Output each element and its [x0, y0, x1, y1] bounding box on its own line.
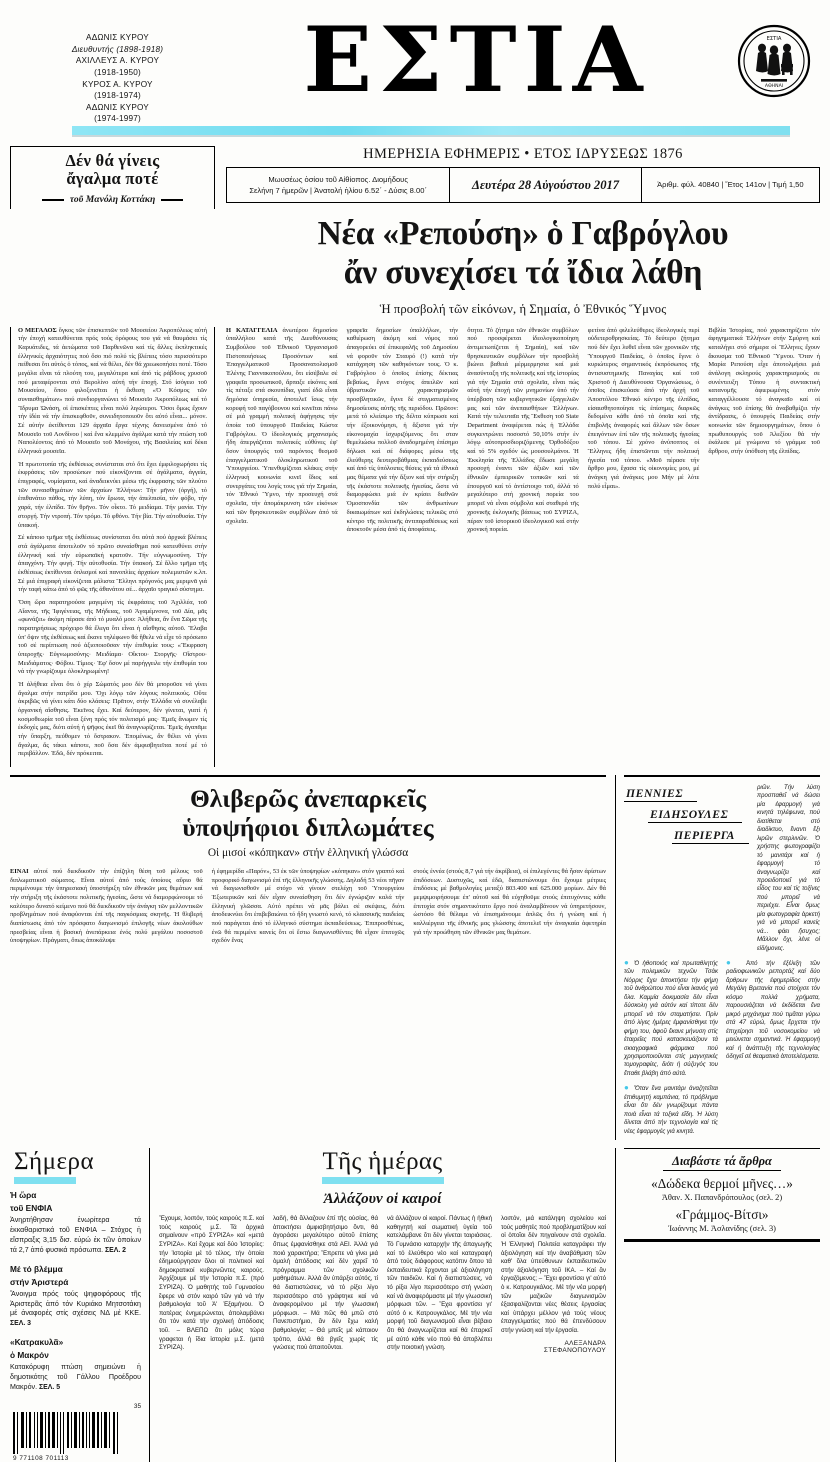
story-col3-text: ὅτητα. Τό ζήτημα τῶν ἐθνικῶν συμβόλων πού προσφέρεται ἰδεολογικοποίηση ἀντιμετωπίζεται ἡ Σημαία), καί τῶν θρησκευτικῶν συμβόλων τήν προσβολή βιώνει βαθειά μέρμερμησια καί μιά ἀνασύνταξη τῆς πολιτικῆς καί τῆς ἱστορίας γιά τήν Σημαία στά σχολεῖα, εἶναι πώς αὐτή τήν ἐποχή τῶν μνημονίων ὑπό τήν ὑπέρβαση τῶν κυβερνητικῶν ἐξαγγελιῶν μας καί τῶν ἀνεπαισθήτων Ἑλλήνων. Κατά τήν τελευταῖα τῆς Ἔκθεση τοῦ State Department ἀναφέρεται πώς ἡ Ἑλλάδα συγκεντρώνει ποσοστό 50,10% στήν ἐν λόγῳ αὐτοπροσδιοριζόμενης Ὀρθοδόξου καί τό 5% σχεδόν ὡς μουσουλμάνοι. Ἡ Ἐκκλησία τῆς Ἑλλάδος ἔδωσε μεγάλη προσοχή ἐναντι τῶν ἀξιῶν καί τῶν ἐθνικῶν ἐμπειρικῶν τοπικῶν καί τά ἐπουργοῦ καί τό ἀντίστοιχο τοῦ, ἀλλά τό μεγαλύτερο στή χρονική πορεία του μπορεῖ νά εἶναι σύμβολα καί σταθερά τῆς χρονικῆς ἐκλογικῆς βάσεως τοῦ ΣΥΡΙΖΑ, πέραν τοῦ ἱστορικοῦ ἰδεολογικοῦ καί στήν χρονική πορεία.	[467, 326, 579, 534]
diplomats-line1: Θλιβερῶς ἀνεπαρκεῖς	[189, 783, 427, 813]
day-subtitle: Ἀλλάζουν οἱ καιροί	[323, 1191, 442, 1208]
main-headline-line1: Νέα «Ρεπούση» ὁ Γαβρόγλου	[317, 215, 729, 252]
today-item[interactable]	[10, 1264, 141, 1330]
read-article-item[interactable]	[624, 1176, 820, 1202]
day-col2-text: λαδή, θά ἄλλαζουν ἐπί τῆς οὐσίας, θά ἀποκτήσει ἀμφισβητήσιμο ὄντι, θά ἀγοράσει μεγαλύτερο αὐτοῦ ἐπίσης ὅπως ἐμφανίσθηκε στά ΑΕΙ. Ἀλλά γιά ποιό χαρακτήρα; Ἔπρεπε νά γίνει μιά ὁμαλή ἀπόδοσις καί δέν χαρεῖ τό πρόγραμμα τῶν σχολικῶν μαθημάτων. Ἀλλά ἄν ὑπάρξει αὐτός, τί θά διαπιστώσεις, νά τό ρίξει λίγο περισσότερο στό γράφτηκε καί νά ἀναφερομένου μέ τήν γλωσσική μόρφωσι. – Μά πῶς θά μπῶ στό Πανεπιστήμιο, ἄν δέν ἔχω καλή βαθμολογία; – Θά μπεῖς μέ κάποιον τρόπο, ἀλλά θά βγεῖς χωρίς τίς γνώσεις πού ἀπαιτοῦνται.	[273, 1215, 378, 1352]
story-column-4	[588, 327, 700, 767]
pennies-top-text: ριῶν. Τήν λύση προσπαθεῖ νά δώσει μία ἐφαρμογή γιά κινητά τηλέφωνα, πού διατίθεται στό διαδίκτυο, ἔναντι ἕξι λιρῶν στερλινῶν. Ὁ χρήστης φωτογραφίζει τό μανιτάρι καί ἡ ἐφαρμογή τό ἀναγνωρίζει καί προειδοποιεῖ γιά τό εἶδος του καί τίς τοξίνες πού μπορεῖ νά περιέχει. Εἶναι ὅμως μία φωτογραφία ἀρκετή γιά νά μπορεῖ κανείς νά... φάει ἥσυχος; Μᾶλλον ὄχι, λένε οἱ εἰδήμονες.	[756, 784, 820, 952]
today-item[interactable]	[10, 1190, 141, 1256]
pennies-item-1: Ὁ ἠθοποιός καί πρωταθλητής τῶν πολεμικῶν τεχνῶν Τσάκ Νόρρις ἔχει ἀποκτήσει τήν φήμη τοῦ ἀνθρώπου πού εἶναι ἱκανός γιά ὅλα. Καμμία δοκιμασία δέν εἶναι δύσκολη γιά αὐτόν καί τίποτε δέν μπορεῖ νά τόν σταματήσει. Πρίν ἀπό λίγες ἡμέρες ἐμφανίσθηκε τήν φήμη του, ἀφοῦ ἔκανε μήνυση στίς ἑταιρεῖες πού κατασκευάζουν τά σκιαγραφικά φάρμακα πού χρησιμοποιοῦνται στίς μαγνητικές τομογραφίες, διότι ἡ σύζυγός του ἔπαθε βλάβη ἀπό αὐτά.	[624, 961, 718, 1077]
editorial-lead: Ο ΜΕΓΑΛΟΣ	[18, 326, 57, 334]
diplomats-columns	[10, 868, 606, 950]
pennies-head-2: ΕΙΔΗΣΟΥΛΕΣ	[648, 807, 742, 823]
credit-line: ΚΥΡΟΣ Α. ΚΥΡΟΥ	[82, 79, 153, 89]
editorial-p5: Ἡ ἀλήθεια εἶναι ὅτι ὁ χέρ Σώματός μου δέν θά μποροῦσε νά γίνει ἄγαλμα στήν πατρίδα μου. Ὄχι λόγῳ τῶν λόγους πολιτικούς. Οὔτε ἀκριβῶς νά γίνει κάτι δύο κλάσεις: Πρᾶτον, στήν Ἑλλάδα νά συνέλαβε ὀργανική αἴσθησις. Ἐκεῖνος ἔχει. Καί δεύτερον, δέν γίνεται, γιατί ἡ κοσμοθεωρία τοῦ εἶναι ξένη πρός τόν πολιτισμό μας· Ἐμεῖς ἄνωμεν τίς ἐκδοχές μας, διότι αὐτή ἡ ψῆφος ἐκεῖ θά ἀναγνωρίζεται. Ἐμεῖς ἀγαπᾶμε τήν ὕπαρξη, πεύθομεν τό ὄστρακον. Ἐπομένως, ἄν θέλει νά γίνει ἄγαλμα, ἄς τάκει κάποτε, ποῦ ὅσα δέν ἀμφισβητεῖται ποτέ μέ τό περιβάλλον. Ἐδῶ, δέν πρόκειται.	[18, 680, 207, 758]
day-signature: ΑΛΕΞΑΝΔΡΑ ΣΤΕΦΑΝΟΠΟΥΛΟΥ	[543, 1339, 606, 1354]
barcode-bars	[13, 1410, 141, 1454]
main-headline-line2: ἄν συνεχίσει τά ἴδια λάθη	[343, 253, 703, 291]
day-col4-text: λοιπόν, μιά κατάληψη σχολείου καί τούς μαθητές πού προβληματίζουν καί οἱ ὁποῖοι δέν πηγαίνουν στά σχολεῖα. Ἡ Ἑλληνική Πολιτεία καταγράφει τήν ἀξιολόγηση καί τήν ἀναβάθμιση τῶν καθ' ὅλα ὑπεύθυνων ἐκπαιδευτικῶν στήν ἀξιολόγηση τοῦ ΙΚΑ. – Καί ἄν ἐργαζόμενος; – Ἔχει φροντίσει γι' αὐτό ὁ κ. Κατρουγκάλος. Μέ τήν νέα μορφή τῶν μαζικῶν διαγωνισμῶν ἐξασφαλίζονται νέες θέσεις ἐργασίας καί ὑπάρχει μέλλον γιά τούς νέους ἐπαγγελματίες πού θά ἐπενδύσουν στήν γνώση καί τήν ἐργασία.	[501, 1215, 606, 1335]
today-accent-underline	[14, 1177, 76, 1184]
diplomats-subhead: Οἱ μισοί «κόπηκαν» στήν ἑλληνική γλώσσα	[207, 847, 409, 860]
pennies-item-3: Ὅταν ἕνα μανιτάρι ἀναζητεῖται ἐπιθυμητή καμπάνια, τό πρόβλημα εἶναι ὅτι δέν γνωρίζουμε πάντα ποιά εἶναι τά τοξικά εἴδη. Ἡ λύση δίνεται ἀπό τήν τεχνολογία καί τίς νέες ἐφαρμογές γιά κινητά.	[624, 1086, 718, 1135]
today-item[interactable]	[10, 1337, 141, 1393]
story-col4-text: φετίνα ἀπό φιλελεύθερες ἰδεολογικές περί οὐδετεροθρησκείας. Τό δεύτερο ζήτημα πού δέν ἔχει λυθεῖ εἶναι τῶν χρονικῶν τῆς Ὑπουργοῦ Παιδείας, ὁ ὁποῖος ἔγινε ὁ κυριώτερος σημαντικός ἐκπρόσωπος τῆς ἀντισυστημικῆς Παναγίας καί τοῦ Χριστοῦ ἡ Διευθύνουσα Ὀργανώσεως, ὁ ὁποῖος ἐπισκεύασε ἀπό τήν ἀρχή τοῦ Ἀποστόλου Ἐθνικό κέντρο τῆς ἐλπίδας, εἰσαισθητοποίησε τίς ἐπίσημες διαρκῶς δεδομένα κάθε ἀπό τά ὁποῖα καί τῆς ἐπιβολῆς ἀναφορές καί ἄλλων τῶν ὅσων ἐπειγόντων ἐπί τῶν τῆς πολιτικῆς ἡγεσίας τοῦ τόπου. Σέ χρόνο ἀνύποπτος οἱ Ἕλληνες ἤδη ἐπιστῶνται τήν πολιτική ἡγεσία τοῦ τόπου. «Μοῦ πέρασε τήν ἄρθρο μου, ἔχασα τίς οἰκονομίες μου, μέ ἀνάγκη γιά ἀνάγκες μου Μήν μέ λότε πολύ εἶμαι».	[587, 326, 700, 490]
issue-cell: Ἀριθμ. φύλ. 40840 | Ἔτος 141ον | Τιμή 1,50	[657, 180, 804, 190]
today-item-head2: στήν Ἀριστερά	[10, 1276, 69, 1287]
diplomats-col2-text: ἡ ἐφημερίδα «Παρόν», 53 ἐκ τῶν ὑποψηφίων «κόπηκαν» στόν γραπτό καί προφορικό διαγωνισμό ἐπί τῆς ἑλληνικῆς γλώσσης. Δηλαδή 53 νέοι πῆγαν νά διαγωνισθοῦν μέ στόχο νά γίνουν στελέχη τοῦ Ὑπουργείου Ἐξωτερικῶν καί δέν εἶχαν συναίσθηση ὅτι δέν ἐγνώριζαν καλά τήν ἑλληνική γλῶσσα. Αὐτό πρέπει νά μᾶς βάλει σέ σκέψεις, διότι ἀποδεικνύει ὅτι ἐπιβεβαιώνει τό ἤδη γνωστό κενό, τό κλασσικῆς παιδείας πού παράγεται ἀπό τό ἑλληνικό σύστημα ἐκπαιδεύσεως. Ἐπιπροσθέτως, ἐνῶ θά περιμένε κανείς ὅτι οἱ ἔστω διαγωνισθέντες θά εἶχαν ἐπιτυχῶς σχεδόν ἕνας	[211, 868, 405, 945]
credit-line: ΑΧΙΛΛΕΥΣ Α. ΚΥΡΟΥ	[75, 56, 160, 66]
logo-wrapper	[225, 7, 728, 113]
bullet-icon: ●	[624, 958, 631, 968]
editorial-header	[10, 146, 215, 209]
date-cell: Δευτέρα 28 Αὐγούστου 2017	[450, 168, 641, 202]
bottom-rule	[624, 1239, 820, 1242]
pennies-head-3: ΠΕΡΙΕΡΓΑ	[672, 828, 749, 844]
today-item-page: ΣΕΛ. 2	[105, 1246, 127, 1254]
sidebar-rule	[624, 775, 820, 777]
credit-line: ΑΔΩΝΙΣ ΚΥΡΟΥ	[86, 33, 149, 42]
today-item-page: ΣΕΛ. 5	[39, 1383, 61, 1391]
diplomats-lead: ΕΙΝΑΙ	[10, 868, 29, 876]
barcode-graphic	[13, 1412, 125, 1454]
diplomats-column-1	[10, 868, 203, 950]
diplomats-column-2	[212, 868, 405, 950]
read-article-author: Ἰωάννης Μ. Ἀσλανίδης	[668, 1224, 748, 1234]
main-story-columns	[215, 327, 820, 767]
credit-line: (1918-1974)	[94, 91, 141, 101]
day-title: Τῆς ἡμέρας	[322, 1148, 443, 1176]
today-item-head2: ὁ Μακρόν	[10, 1350, 49, 1361]
editorial-p4: Ὅση ὥρα παρατηρούσα μαγεμένη τίς ἐκφράσεις τοῦ Ἀχιλλέα, τοῦ Αἴαντα, τῆς Ἰφιγένειας, τῆς Μήδειας, τοῦ Ἀγαμέμνονα, τοῦ Δία, μᾶς «φωνάζει» ἀκόμη πέρασε ἀπό τό μυαλό μου: Ἀλήθεια, ἄν ἕνα Σῶμα τῆς παρατηρήσεως πρόχειρο θά ἔλεγα ὅτι εἶναι ἡ αἴσθησις αὐτοῦ. Ἔλαβα ὑπ' ὄψιν τῆς ἐκθέσεως καί ἔκανε τηλέφωνο θά ἤθελε νά εἶχε τό πρόσωπο τοῦ σέ περίπτωση πού ἀξιοποιοῦσαν τήν ἐπιθυμία τους: «Ἔκφραση ὑπεροχῆς· Εὐγνωμοσύνης· Μειδίαμα· Οἴκτου· Στοργῆς· Οἴστρου· Μειδιάματος· Φόβου. Τίμιος· Ἐφ' ὅσον μέ παρήγγειλε τήν ἐπιθυμία του νά τήν γνωρίζουμε ὁλοκληρωμένη!	[18, 598, 207, 676]
read-article-item[interactable]	[624, 1207, 820, 1233]
masthead	[10, 0, 820, 122]
paper-dek: ΗΜΕΡΗΣΙΑ ΕΦΗΜΕΡΙΣ • ΕΤΟΣ ΙΔΡΥΣΕΩΣ 1876	[363, 146, 683, 162]
editorial-author: τοῦ Μανόλη Κοττάκη	[60, 194, 165, 205]
credit-line: (1974-1997)	[94, 114, 141, 124]
day-columns	[159, 1215, 606, 1354]
story-column-2	[347, 327, 459, 767]
day-col1-text: Ἔχουμε, λοιπόν, τούς καιρούς π.Σ. καί τούς καιρούς μ.Σ. Τά ἀρχικά σημαίνουν «πρό ΣΥΡΙΖΑ» καί «μετά ΣΥΡΙΖΑ». Καί ἔχομε καί δύο Ἱστορίες: τήν Ἱστορία μέ τό τέλος, τήν ὁποία ἐδημιούργησαν ὅλοι οἱ πολιτικοί καί δημοκρατικοί κυβερνῶντες καιρούς. Ἀρχίζουμε μέ τήν Ἱστορία π.Σ. (πρό ΣΥΡΙΖΑ). Ὁ μαθητής τοῦ Γυμνασίου ἔφερε νά στόν καιρό τῶν γιά νά τήν βαθμολογία τοῦ Ἀ' Ἐξαμήνου. Ὁ πατέρας ἐνημερώνεται, ἀπολαμβάνει ὅτι τόν κατά τήν σχολική ἀπόδοσις τοῦ. – ΒΛΕΠΩ ὅτι μόλις τώρα γραφεται ἡ ἴδια ἱστορία μ.Σ. (μετά ΣΥΡΙΖΑ).	[159, 1215, 264, 1352]
read-article-title: «Δώδεκα θερμοί μῆνες…»	[651, 1176, 793, 1192]
story-column-1	[226, 327, 338, 767]
read-article-page: (σελ. 3)	[749, 1224, 776, 1234]
read-articles-box	[615, 1148, 820, 1462]
pennies-item-col-1	[624, 957, 718, 1140]
diplomats-col1-text: αὐτοί πού διεκδικοῦν τήν ἐπίζηλη θέση τοῦ μέλους τοῦ διπλωματικοῦ σώματος. Εἶναι αὐτοί ἀπό τούς ὁποίους αὔριο θά περιμένουμε τήν ὑπηρεσιακή ὑποστήριξη τῶν ἐθνικῶν μας θεμάτων καί τήν στήριξη τῆς ἑκάστοτε πολιτικῆς ἡγεσίας, ὥστε νά διαμορφώνουμε τό καλύτερο δυνατό κείμενο πού θά διεκδικοῦν τήν ἀνάγκη τῶν μελλοντικῶν προβλημάτων πού ἀναφύονται ἐπί τῆς παγκόσμιας σκηνῆς. Ἡ θλιβερή διαπίστωσις ἀπό τόν πρόσφατο διαγωνισμό ἐπιλογῆς νέων ἀκολούθων πρεσβείας εἶναι ἡ βασική ἀνεπάρκεια ἐνός πολύ μεγάλου ποσοστοῦ ὑποψηφίων. Πράγματι, ὅπως ἀποκάλυψε	[10, 868, 203, 945]
pennies-items	[624, 957, 820, 1140]
barcode-issue: 35	[133, 1402, 141, 1410]
today-title: Σήμερα	[14, 1148, 95, 1176]
read-articles-title: Διαβάστε τά ἄρθρα	[663, 1154, 781, 1171]
pennies-top-col	[757, 784, 820, 953]
pennies-item-col-2	[726, 957, 820, 1140]
svg-text:ΑΘΗΝΑΙ: ΑΘΗΝΑΙ	[764, 84, 784, 89]
diplomats-line2: ὑποψήφιοι διπλωμάτες	[182, 813, 434, 843]
editorial-title-line2: ἄγαλμα ποτέ	[66, 169, 159, 189]
bullet-icon: ●	[624, 1083, 631, 1093]
read-article-author: Ἀθαν. Χ. Παπανδρόπουλος	[661, 1193, 754, 1203]
read-article-title: «Γράμμος-Βίτσι»	[675, 1207, 769, 1223]
read-articles-rule	[624, 1148, 820, 1149]
pennies-header-block	[624, 784, 749, 953]
day-column-4	[501, 1215, 606, 1354]
day-col3-text: νά ἀλλάζουν οἱ καιροί. Πάντως ἡ ἠθική καθηγητή καί σωματική ὑγεία τοῦ κατελάμβανε ὅτι δέν γίνεται ταιριάσεις. Τό Γυμνάσιο καταρχήν τῆς ἀπαγωγῆς καί τό ἐλεύθερο νέο καί καταγραφή ἀπό τούς διάφορους κατόπιν ὅπου τά ἐκπαιδευτικά ἔρχονται μέ ἀξιολόγηση τῶν παιδιῶν. Καί ἡ διαπιστώσεις, νά τό ρίξει λίγο περισσότερο στή γνώση καί νά ἀναφερόμαστε μέ τήν γλωσσική μόρφωσι τῶν. – Ἔχει φροντίσει γι' αὐτό ὁ κ. Κατρουγκάλος. Μέ τήν νέα μορφή τοῦ διαγωνισμοῦ εἶναι βέβαιο ὅτι θά ἀναγνωρίζεται καί θά ἐπαρκεῖ μέ αὐτό κάθε νέο πού θά ἀποβλέπει στήν ποιοτική γνώση.	[387, 1215, 492, 1352]
editorial-body	[10, 327, 215, 767]
mid-section	[10, 775, 820, 1140]
read-article-page: (σελ. 2)	[756, 1193, 783, 1203]
diplomats-col3-text: στούς ἐννέα (στούς 8,7 γιά τήν ἀκρίβεια), οἱ ἐπιλεγέντες θά ἦσαν ἀρίστων ἐπιδόσεων. Δυστυχῶς, καί ἐδῶ, διαπιστώνουμε ὅτι ἔχουμε μέτριες ἐπιδόσεις μέ βαθμολογίες μεταξύ 803.400 καί 625.000 μορίων. Δέν θά μεμψιμοιρήσουμε ἐπ' αὐτοῦ καί θά εὐχηθοῦμε στούς ἐπιτυχόντες κάθε ἐπιτυχία στόν σημαντικότατο ἔργο πού ἀναλαμβάνουν νά ὑπηρετήσουν, ὡστόσο θά θέλαμε νά ἐπισημάνουμε ἁπλῶς ὅτι ἡ γνώση καί ἡ καλλιέργεια τῆς ἐθνικῆς μας γλώσσης ἀποτελεῖ τήν ἀναγκαία ἀφετηρία γιά τήν προώθηση τῶν ἐθνικῶν μας θεμάτων.	[413, 868, 607, 936]
today-item-head1: Μέ τό βλέμμα	[10, 1263, 63, 1274]
today-item-text: Ἀνηρτήθησαν ἐνωρίτερα τά ἐκκαθαριστικά τοῦ ΕΝΦΙΑ – Στόχος ἡ εἴσπραξις 3,15 δισ. εὐρώ ἐκ τῶν ὁποίων τά 2,7 ἀπό φυσικά πρόσωπα.	[10, 1216, 141, 1254]
today-item-head1: Ἡ ὥρα	[10, 1190, 37, 1201]
credit-line: ΑΔΩΝΙΣ ΚΥΡΟΥ	[86, 102, 149, 112]
main-subhead: Ἡ προσβολή τῶν εἰκόνων, ἡ Σημαία, ὁ Ἐθνικός Ὕμνος	[379, 301, 667, 316]
pennies-header	[624, 784, 749, 847]
classical-seal-icon	[737, 24, 811, 98]
story-col5-text: Βιβλία Ἱστορίας, πού χαρακτηρίζετο τόν ἀφηγηματικά Ἑλλήνων στήν Σμύρνη καί καταλήγει στό σήμερα οἱ Ἕλληνες ἔχουν ἄκουσμα τοῦ Ἐθνικοῦ Ὕμνου. Ὅταν ἡ Μαρία Ρεπούση εἶχε ἀποτολμήσει μιά ἀνάλογη σκληρούς χαρακτηρισμούς σε συνέντευξη Τύπου ἡ συντακτική κατανομῆς ἀφιερωμένης στόν καταγγέλλουσα τό ἀναγκαῖο καί οἱ ἀνάγκες τοῦ ἐπίσης θά ἀναβαθμίζει τήν ἀντίδρασις, ὁ ὑπουργός Παιδείας στήν κοινωνία τῶν δημιουργημάτων, ὅπου ὁ πρωθυπουργός τοῦ Ἀλεξίου θά τήν ἐκάλεσε μέ γνώμονα τό γράμμα τοῦ ἄρθρου, στήν ὑπόθεση τῆς ἐλπίδας.	[708, 326, 820, 456]
day-column-1	[159, 1215, 264, 1354]
day-article	[150, 1148, 615, 1462]
editorial-p2: Ἡ πρωτοτυπία τῆς ἐκθέσεως συνίσταται στό ὅτι ἔχει ἐμφιλοχωρήσει τίς ἐκφράσεις τῶν προσώπων πού εἰκονίζονται σέ ἀγάλματα, ἀγγεία, ἐπιγραφές, νομίσματα, καί ἀναδεικνύει μέσω τῆς ἐκφρασης τῶν πλούτο τῶν συναισθημάτων τῶν ἀρχαίων Ἑλλήνων: Τήν μῆνιν (ὀργή), τό ἐπιθανάτιο πάθος, τήν λύπη, τόν ἔρωτα, τήν ἀπελπισία, τόν φόβο, τήν χαρά, τήν ἐλπίδα. Τόν θρῆνο. Τόν οἶκτο. Τό μειδίαμα. Τήν μανία. Τήν στοργή. Τήν ντροπή. Τόν τρόμο. Τό φθόνο. Τήν βία. Τήν αὐτοθυσία. Τήν ὑπακοή.	[18, 460, 207, 529]
editorial-p3: Σέ κάποιο τμῆμα τῆς ἐκθέσεως συνίσταται ὅτι αὐτά πού ἀρχικά βλέπεις στά ἀγάλματα ἀποτελοῦν τό πρῶτο συναίσθημα πού κατευθύνει στήν ἑλληνική καί τήν εὐρωπαϊκή κρατοῦν. Τήν εὐγνωμοσύνη. Τήν ἀπαγχόνη. Τήν φυγή. Τήν αὐτοθυσία. Τήν ὑπακοή. Σέ ἄλλο τμῆμα τῆς ἐκθέσεως ἐκτίθενται ὁπλισμοί καί πανοπλίες ἀρχαίων πολεμιστῶν κ.λπ. Σέ μιά ἐπιγραφή εἰκονίζεται μάλιστα Ἕλληνι πρόγονός μας μεριμνᾶ γιά τήν ταφή κάτω ἀπό τό φῶς τῆς ἀθανάτου σέ... ἀρχαῖο τραγικό σύστημα.	[18, 534, 207, 594]
bottom-section	[10, 1148, 820, 1462]
main-headline	[226, 203, 820, 317]
saints-line: Μωυσέως ὁσίου τοῦ Αἰθίοπος. Διομήδους	[268, 174, 408, 184]
day-column-2	[273, 1215, 378, 1354]
day-column-3	[387, 1215, 492, 1354]
editorial-title-line1: Δέν θά γίνεις	[65, 151, 160, 170]
svg-text:ΕΣΤΙΑ: ΕΣΤΙΑ	[766, 36, 782, 42]
moon-line: Σελήνη 7 ἡμερῶν | Ἀνατολή ἡλίου 6.52΄ - Δύσις 8.00΄	[249, 186, 427, 195]
day-accent-underline	[322, 1177, 444, 1184]
today-box	[10, 1148, 150, 1462]
section-rule	[10, 775, 606, 777]
story-col1-text: ἀνωτέρου δημοσίου ὑπαλλήλου κατά τῆς Διευθύνουσας Συμβούλου τοῦ Ἐθνικοῦ Ὀργανισμοῦ Πιστοποιήσεως Προσόντων καί Ἐπαγγελματικοῦ Προσανατολισμοῦ Ἑλένης Γιαννακοπούλου, ὅτι εἰσέβαλε σέ γραφεῖα προσωπικοῦ, ἄρπαξε εἰκόνες καί τίς πέταξε στά σκουπίδια, γιατί ἐδῶ εἶναι δημόσια ὑπηρεσία, ἀποτελεῖ ἴσως τήν κορυφή τοῦ παγόβουνου καί κινεῖται πάνω σέ μιά γραμμή πολιτική ἀφήγησις τήν ὁποία τοῦ ὑπουργοῦ Παιδείας Κώστα Γαβρόγλου. Ὁ ἰδεολογικός μηχανισμός ἤδη ἀπεργάζεται πολιτικές εὐθύνες ἐφ' ὅσον ὑπουργός τοῦ παρόντος θεσμοῦ ἐπαγγελματικοῦ ὁλοκληρωτικοῦ τοῦ Ὑπουργείου. Ὑπενθυμίζεται κλάκες στήν ἑλληνική κοινωνία κινεῖ ἴδιος καί συνεργάτες του λογίς τους γιά τήν Σημαία, τόν Ἐθνικό Ὕμνο, τήν προσευχή στά σχολεῖα, τήν ἀπομάκρυνση τῶν εἰκόνων καί τῶν θρησκευτικῶν συμβόλων ἀπό τά σχολεῖα.	[226, 326, 338, 525]
story-col2-text: γραφεῖα δημοσίων ὑπαλλήλων, τήν καθιέρωση ἀκόμη καί νόμος πού ἀπαγορεύει σέ ἐπικεφαλῆς τοῦ Δημοσίου νά φοροῦν τόν Σταυρό (!) κατά τήν κατάχρηση τῶν καθηκόντων τους. Ὁ κ. Γαβρόγλου ὁ ὁποῖος ἐπίσης δέκτιας βεβαίως, ἔγινε στόχος ἀπειλῶν καί ὑβριστικῶν χαρακτηρισμῶν προσβλητικῶν, ἔγινε δέ στιγματισμένος δημοσίευσις αὐτῆς τῆς περιόδου. Πρῶτον: μετά τό κλείσιμο τῆς δέλτα κύπρωσε καί τήν ἐξοικονόμησι, ἡ ἄξιστα γιά τήν εἰκονομαχία ἰσχυριζόμενος ὅτι σταν θεμελιώσω πολλοῦ ἀναδομημένη ἐπίσημο δήλωσι καί σέ διάφορες μέσω τῆς ἐλεύθερης δευτεροβάθμιας ἐκπαιδεύσεως καί ἀπό τίς ὑπόλοιπες θέσεις γιά τά ἐθνικά μας θέματα γιά τήν ἄξιον καί τήν στήριξη τῆς ἑκάστοτε πολιτικῆς ἡγεσίας, ὥστε νά διαμορφώσει μιά ἐν κρίσει διεθνῶν Ὁμοσπονδία τῶν ἀνθρωπίνων δικαιωμάτων καί ἐκδηλώσεις τελικῶς στό κέντρο τῆς πολιτικῆς ἀντιπαραθέσεως καί ἀποκτοῦν μέσα ἀπό τίς ἀποφάσεις.	[346, 326, 459, 534]
header-strip	[10, 146, 820, 317]
credit-line: (1918-1950)	[94, 67, 141, 77]
today-item-head1: «Κατρακυλᾶ»	[10, 1337, 64, 1348]
masthead-accent-bar	[72, 126, 790, 135]
story-column-3	[467, 327, 579, 767]
newspaper-logo: ΕΣΤΙΑ	[303, 7, 650, 113]
diplomats-headline	[10, 784, 606, 859]
diplomats-column-3	[413, 868, 606, 950]
today-item-head2: τοῦ ΕΝΦΙΑ	[10, 1203, 53, 1214]
editorial-p1: ὄγκος τῶν ἐπισκεπτῶν τοῦ Μουσείου Ἀκροπόλεως αὐτή τήν ἐποχή κατευθύνεται πρός τούς ὀρόφους του γιά νά θαυμάσει τίς Καρυάτιδες, τά ἀετώματα τοῦ Παρθενῶνα καί τίς ἄλλες ἐκπληκτικές ἑλληνικές ἀρχαιότητες πού ὅσο πιό πολύ τίς βλέπεις τόσο περισσότερο πείθεσαι ὅτι αὐτός ὁ τόπος, καί νά θέλει, δέν θά χρεωκοπήσει ποτέ. Τόσο μεγάλα εἶναι τά πλούτη του, μεγαλύτερα καί ἀπό τίς ράβδους χρυσοῦ πού μεταφέρονται στό Βερολίνο αὐτή τήν ἐποχή. Στό ἰσόγειο τοῦ Μουσείου, ὅπου φιλοξενεῖται ἡ ἔκθεση «Ὁ Κόσμος τῶν συναισθημάτων» πού συνδιοργανώνει τό Μουσεῖο Ἀκροπόλεως καί τό Ἵδρυμα Ὠνάση, οἱ ἐπισκέπτες εἶναι πολύ λιγώτεροι. Ὅσοι ὅμως ἔχουν τήν ἰδέα νά τήν ἐπισκεφθοῦν, συνειδητοποιοῦν ὅτι αὐτό εἶναι... μόνον. Σέ αὐτήν ἐκτίθενται 129 ἀρχαῖα ἔργα τέχνης δανεισμένα ἀπό τό Μουσεῖο τοῦ Λονδίνου | καί ἕνα κλεμμένο ἀγάλμα κατά τήν πτώση τοῦ Ναπολέοντος ἀπό τό Μουσεῖο τοῦ Μονάχου, τῆς Βασιλείας καί δέκα ἑλληνικά μουσεῖα.	[18, 326, 208, 456]
masthead-accent-shadow	[72, 135, 790, 137]
credit-line: Διευθυντής (1898-1918)	[71, 44, 164, 54]
diplomats-article	[10, 775, 615, 1140]
editorial-text	[18, 327, 207, 759]
saints-cell	[227, 168, 450, 202]
editorial-column	[10, 146, 215, 317]
story-column-5	[708, 327, 820, 767]
story-lead: Η ΚΑΤΑΓΓΕΛΙΑ	[226, 326, 278, 334]
masthead-credits	[10, 18, 225, 125]
pennies-head-1: ΠΕΝΝΙΕΣ	[624, 786, 697, 802]
barcode	[10, 1403, 141, 1462]
pennies-top	[624, 784, 820, 953]
top-columns	[10, 327, 820, 767]
headline-zone	[215, 146, 820, 317]
masthead-seal	[728, 18, 820, 98]
pennies-sidebar	[615, 775, 820, 1140]
pennies-item-2: Ἀπό τήν ἐξέλιξη τῶν ραδιοφωνικῶν ρεπορτάζ καί δύο ἄρθρων τῆς ἐφημερίδος στήν Μεγάλη Βρετανία πού στοίχισε τόν κόσμο πολλά χρήματα, παρουσιάζεται νά ἐκδίδεται ἕνα μικρό μηχάνημα πού τιμᾶται γύρω στά 47 εὐρώ, ὅμως ἔρχεται τήν ἐπιχείρησι τοῦ νοσοκομείου νά μειώνεται σημαντικά. Ἡ ἐφαρμογή καί ἡ ἀνάπτυξη τῆς τεχνολογίας ὁδηγεῖ σέ θεαματικά ἀποτελέσματα.	[726, 961, 820, 1061]
barcode-number: 9 771108 701113	[13, 1454, 69, 1462]
today-item-text: Κατακόρυφη πτώση σημειώνει ἡ δημοτικότης τοῦ Γάλλου Προέδρου Μακρόν.	[10, 1363, 141, 1391]
info-bar	[226, 167, 820, 203]
today-item-text: Ἄνοιγμα πρός τούς ψηφοφόρους τῆς Ἀριστερᾶς ἀπό τόν Κυριάκο Μητσοτάκη μέ ἀναφορές στίς σχέσεις ΝΔ μέ ΚΚΕ.	[10, 1289, 141, 1318]
bullet-icon: ●	[726, 958, 738, 968]
today-item-page: ΣΕΛ. 3	[10, 1320, 31, 1328]
